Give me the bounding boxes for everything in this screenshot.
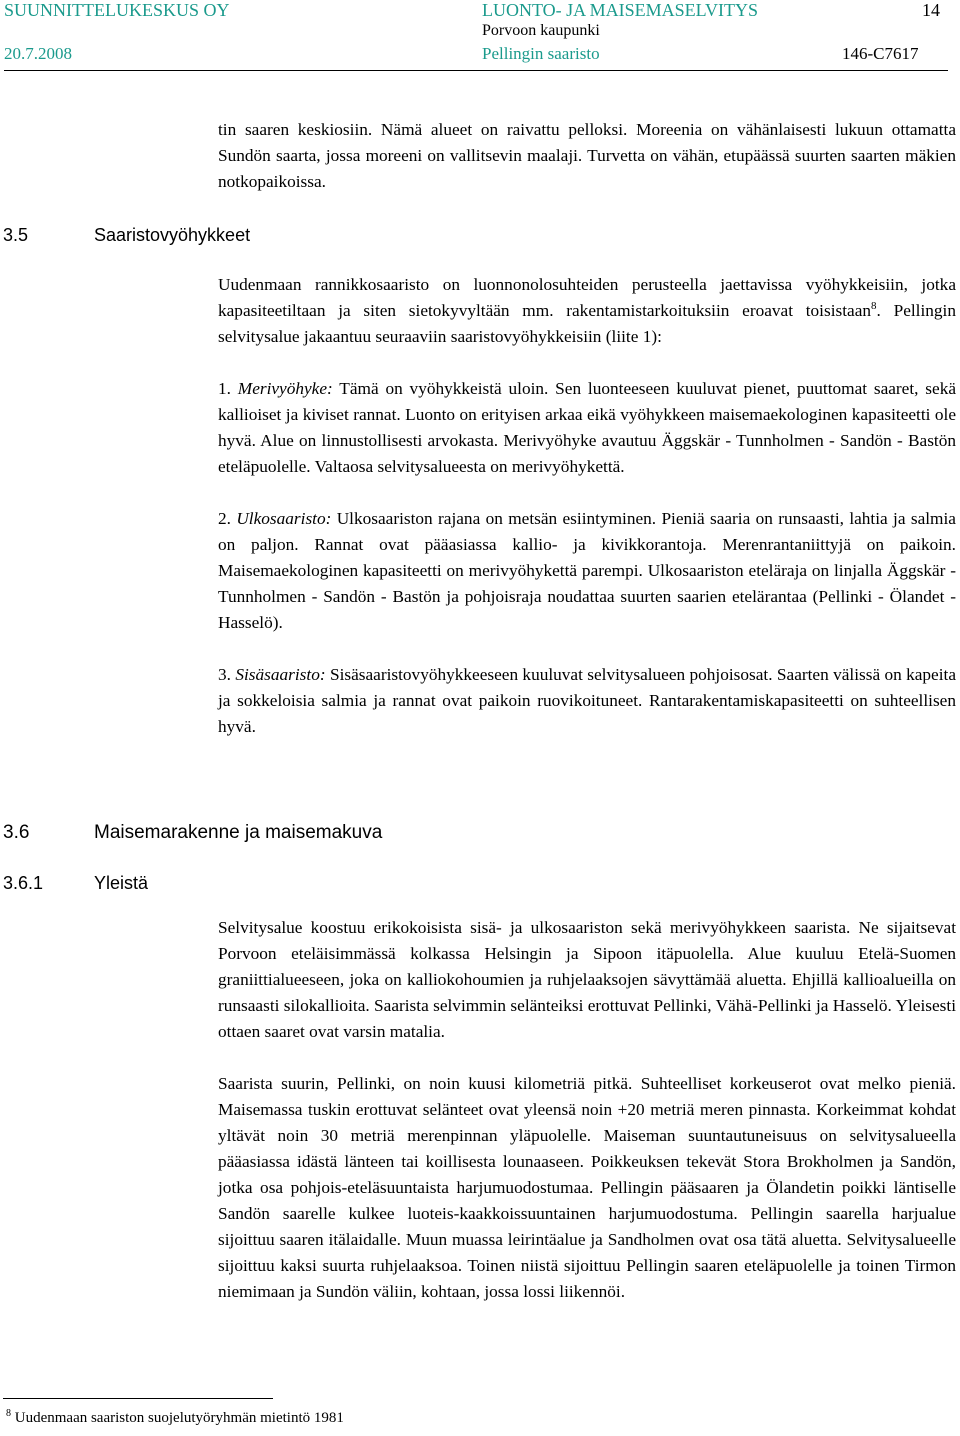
section-title: Maisemarakenne ja maisemakuva (94, 822, 383, 843)
zone-item: 3. Sisäsaaristo: Sisäsaaristovyöhykkeeseen kuuluvat selvitysalueen pohjoisosat. Saarten välissä on kapeita ja sokkeloisia salmia ja rannat ovat paikoin ruovikoituneet. Rantarakentamiskapasiteetti on suhteellisen hyvä. (218, 665, 956, 736)
section-number: 3.6.1 (3, 873, 44, 893)
area-name: Pellingin saaristo (482, 44, 600, 63)
document-code: 146-C7617 (842, 44, 919, 63)
municipality: Porvoon kaupunki (482, 22, 600, 39)
footnote-number: 8 (6, 1408, 11, 1419)
intro-block (218, 117, 956, 195)
report-date: 20.7.2008 (4, 44, 72, 63)
footnote-text: Uudenmaan saariston suojelutyöryhmän mietintö 1981 (14, 1410, 344, 1426)
zone-term: Merivyöhyke: (237, 379, 333, 398)
section-3-5-body (218, 272, 956, 740)
report-title: LUONTO- JA MAISEMASELVITYS (482, 0, 759, 20)
section-number: 3.5 (3, 225, 29, 245)
company-name: SUUNNITTELUKESKUS OY (4, 0, 230, 20)
zone-term: Ulkosaaristo: (236, 509, 332, 528)
section-number: 3.6 (3, 822, 30, 843)
section-3-6-1-body (218, 915, 956, 1305)
zone-item: 2. Ulkosaaristo: Ulkosaariston rajana on metsän esiintyminen. Pieniä saaria on runsaasti, lahtia ja salmia on paljon. Rannat ovat pääasiassa kallio- ja kivikkorantoja. Merenrantaniittyjä on paikoin. Maisemaekologinen kapasiteetti on merivyöhykettä parempi. Ulkosaariston eteläraja on linjalla Äggskär - Tunnholmen - Sandön - Bastön ja pohjoisraja noudattaa suurten saarien etelärantaa (Pellinki - Ölandet - Hasselö). (218, 509, 956, 632)
footnote-ref: 8 (871, 300, 877, 313)
footnote-divider (3, 1398, 273, 1399)
footnote (6, 1410, 344, 1427)
page-header (4, 0, 948, 70)
header-divider (4, 70, 948, 71)
overview-paragraph: Selvitysalue koostuu erikokoisista sisä- ja ulkosaariston sekä merivyöhykkeen saarista. Ne sijaitsevat Porvoon eteläisimmässä kolkassa Helsingin ja Sipoon itäpuolella. Alue kuuluu Etelä-Suomen graniittialueeseen, joka on kalliokohoumien ja ruhjelaaksojen sävyttämää aluetta. Ehjillä kallioalueilla on runsaasti silokallioita. Saarista selvimmin selänteiksi erottuvat Pellinki, Vähä-Pellinki ja Hasselö. Yleisesti ottaen saaret ovat varsin matalia. (218, 918, 956, 1041)
zone-item: 1. Merivyöhyke: Tämä on vyöhykkeistä uloin. Sen luonteeseen kuuluvat pienet, puuttomat saaret, sekä kallioiset ja kiviset rannat. Luonto on erityisen arkaa eikä vyöhykkeen maisemaekologinen kapasiteetti ole hyvä. Alue on linnustollisesti arvokasta. Merivyöhyke avautuu Äggskär - Tunnholmen - Sandön - Bastön eteläpuolelle. Valtaosa selvitysalueesta on merivyöhykettä. (218, 379, 957, 476)
landscape-paragraph: Saarista suurin, Pellinki, on noin kuusi kilometriä pitkä. Suhteelliset korkeuserot ovat melko pieniä. Maisemassa tuskin erottuvat selänteet ovat yleensä noin +20 metriä meren pinnasta. Korkeimmat kohdat yltävät noin 30 metriä merenpinnan yläpuolelle. Maiseman suuntautuneisuus on selvitysalueella pääasiassa idästä länteen tai koillisesta lounaaseen. Poikkeuksen tekevät Stora Brokholmen ja Sandön, jotka osa pohjois-eteläsuuntaista harjumuodostumaa. Pellingin pääsaaren ja Ölandetin poikki läntiselle Sandön saarelle kulkee luoteis-kaakkoissuuntainen harjumuodostuma. Pellingin saarella harjualue sijoittuu saaren itälaidalle. Muun muassa leirintäalue ja Sandholmen ovat osa tätä aluetta. Selvitysalueelle sijoittuu kaksi suurta ruhjelaaksoa. Toinen niistä sijoittuu Pellingin saaren eteläpuolelle ja toinen Tirmon niemimaan ja Sundön väliin, kohtaan, jossa lossi liikennöi. (218, 1074, 956, 1301)
page-number: 14 (922, 0, 940, 20)
intro-paragraph: tin saaren keskiosiin. Nämä alueet on raivattu pelloksi. Moreenia on vähänlaisesti lukuun ottamatta Sundön saarta, jossa moreeni on vallitsevin maalaji. Turvetta on vähän, etupäässä suurten saarten mäkien notkopaikoissa. (218, 120, 956, 191)
zone-term: Sisäsaaristo: (235, 665, 326, 684)
zones-intro-paragraph: Uudenmaan rannikkosaaristo on luonnonolosuhteiden perusteella jaettavissa vyöhykkeisiin, jotka kapasiteetiltaan ja siten sietokyvyltään mm. rakentamistarkoituksiin eroavat toisistaan$^8$. Pellingin selvitysalue jakaantuu seuraaviin saaristovyöhykkeisiin (liite 1): (218, 275, 956, 346)
section-title: Saaristovyöhykkeet (94, 225, 251, 245)
section-title: Yleistä (94, 873, 149, 893)
